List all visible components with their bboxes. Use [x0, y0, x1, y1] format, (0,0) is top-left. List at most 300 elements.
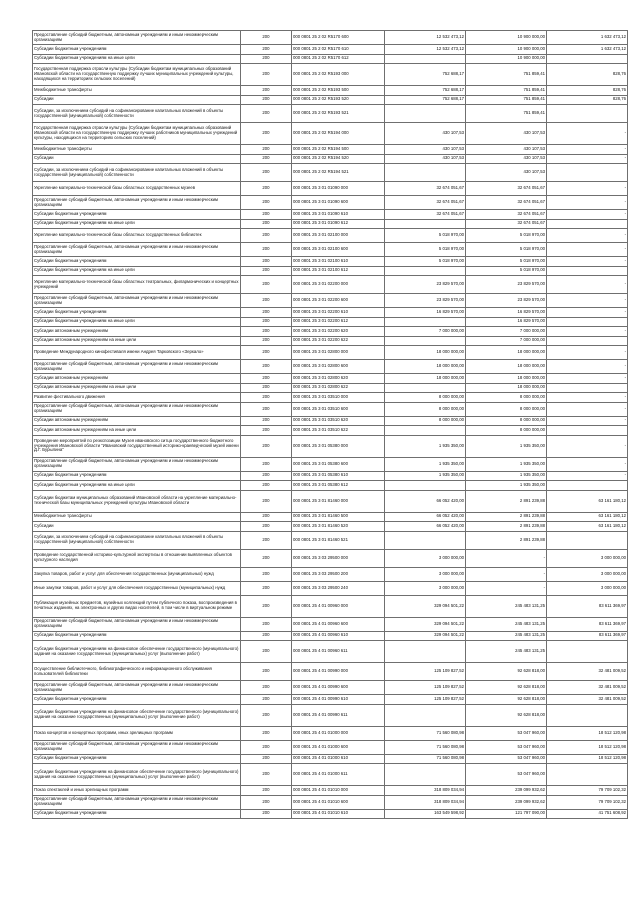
- table-row: [33, 317, 628, 327]
- budget-classification-code: 000 0801 25 4 01 00960 000: [292, 595, 385, 617]
- row-name: Субсидии бюджетным учреждениям на иные цели: [33, 266, 241, 276]
- table-row: [33, 294, 628, 308]
- executed-amount: 32 674 051,67: [466, 196, 547, 210]
- table-row: [33, 481, 628, 491]
- table-row: [33, 210, 628, 220]
- row-name: Субсидии автономным учреждениям: [33, 327, 241, 337]
- unexecuted-amount: [547, 54, 628, 64]
- table-row: [33, 360, 628, 374]
- table-row: [33, 595, 628, 617]
- budget-classification-code: 000 0801 25 2 02 R5170 612: [292, 54, 385, 64]
- budget-classification-code: 000 0801 25 3 01 02800 600: [292, 360, 385, 374]
- row-name: Субсидии бюджетным учреждениям: [33, 45, 241, 55]
- executed-amount: 92 628 818,00: [466, 704, 547, 726]
- table-row: [33, 631, 628, 641]
- approved-amount: 12 532 473,12: [385, 45, 466, 55]
- table-row: [33, 549, 628, 567]
- unexecuted-amount: 83 611 369,97: [547, 595, 628, 617]
- executed-amount: 18 000 000,00: [466, 346, 547, 360]
- approved-amount: 318 809 034,94: [385, 795, 466, 809]
- budget-classification-code: 000 0801 25 3 01 01090 600: [292, 196, 385, 210]
- executed-amount: 1 935 350,00: [466, 457, 547, 471]
- budget-classification-code: 000 0801 25 3 01 05380 000: [292, 435, 385, 457]
- approved-amount: 1 935 350,00: [385, 471, 466, 481]
- row-name: Субсидии бюджетным учреждениям: [33, 695, 241, 705]
- approved-amount: 329 094 501,22: [385, 617, 466, 631]
- budget-classification-code: 000 0801 25 3 01 02200 622: [292, 336, 385, 346]
- executed-amount: 430 107,53: [466, 164, 547, 182]
- executed-amount: 53 047 960,00: [466, 754, 547, 764]
- unexecuted-amount: 79 709 102,32: [547, 786, 628, 796]
- table-row: [33, 681, 628, 695]
- table-row: [33, 512, 628, 522]
- table-row: [33, 95, 628, 105]
- admin-code: 200: [241, 786, 292, 796]
- row-name: Предоставление субсидий бюджетным, автономным учреждениям и иным некоммерческим организациям: [33, 681, 241, 695]
- unexecuted-amount: -: [547, 123, 628, 145]
- executed-amount: 5 018 970,00: [466, 229, 547, 243]
- executed-amount: 2 891 239,88: [466, 531, 547, 549]
- row-name: Субсидии бюджетным учреждениям на иные цели: [33, 54, 241, 64]
- unexecuted-amount: -: [547, 154, 628, 164]
- unexecuted-amount: -: [547, 402, 628, 416]
- unexecuted-amount: 32 481 009,52: [547, 663, 628, 681]
- admin-code: 200: [241, 512, 292, 522]
- row-name: Субсидии: [33, 154, 241, 164]
- admin-code: 200: [241, 294, 292, 308]
- admin-code: 200: [241, 54, 292, 64]
- table-row: [33, 617, 628, 631]
- unexecuted-amount: 3 000 000,00: [547, 549, 628, 567]
- table-row: [33, 726, 628, 740]
- executed-amount: 53 047 960,00: [466, 726, 547, 740]
- table-row: [33, 105, 628, 123]
- table-row: [33, 641, 628, 663]
- approved-amount: 430 107,53: [385, 145, 466, 155]
- budget-classification-code: 000 0801 25 3 01 02200 620: [292, 327, 385, 337]
- budget-classification-code: 000 0801 25 3 01 03510 600: [292, 402, 385, 416]
- admin-code: 200: [241, 681, 292, 695]
- budget-classification-code: 000 0801 25 3 01 02200 000: [292, 276, 385, 294]
- unexecuted-amount: -: [547, 374, 628, 384]
- unexecuted-amount: 32 481 009,52: [547, 695, 628, 705]
- executed-amount: 92 628 818,00: [466, 663, 547, 681]
- table-row: [33, 276, 628, 294]
- executed-amount: 751 859,41: [466, 86, 547, 96]
- unexecuted-amount: -: [547, 346, 628, 360]
- unexecuted-amount: -: [547, 145, 628, 155]
- budget-classification-code: 000 0801 25 2 02 R5194 500: [292, 145, 385, 155]
- executed-amount: 245 483 131,25: [466, 631, 547, 641]
- row-name: Развитие фестивального движения: [33, 393, 241, 403]
- unexecuted-amount: [547, 266, 628, 276]
- approved-amount: 752 688,17: [385, 86, 466, 96]
- admin-code: 200: [241, 402, 292, 416]
- budget-classification-code: 000 0801 25 4 01 00960 610: [292, 631, 385, 641]
- budget-classification-code: 000 0801 25 3 01 81460 520: [292, 522, 385, 532]
- table-row: [33, 229, 628, 243]
- approved-amount: 23 829 570,00: [385, 276, 466, 294]
- budget-classification-code: 000 0801 25 3 01 02100 000: [292, 229, 385, 243]
- executed-amount: 53 047 960,00: [466, 764, 547, 786]
- budget-classification-code: 000 0801 25 4 01 01000 611: [292, 764, 385, 786]
- table-row: [33, 490, 628, 512]
- row-name: Субсидии бюджетным учреждениям: [33, 210, 241, 220]
- admin-code: 200: [241, 257, 292, 267]
- budget-classification-code: 000 0801 25 3 01 03510 000: [292, 393, 385, 403]
- unexecuted-amount: -: [547, 435, 628, 457]
- row-name: Показ спектаклей и иных зрелищных программ: [33, 786, 241, 796]
- table-row: [33, 374, 628, 384]
- budget-classification-code: 000 0801 25 3 03 29500 240: [292, 581, 385, 595]
- table-row: [33, 346, 628, 360]
- approved-amount: 32 674 051,67: [385, 182, 466, 196]
- row-name: Субсидии бюджетным учреждениям на иные цели: [33, 219, 241, 229]
- unexecuted-amount: [547, 426, 628, 436]
- table-row: [33, 416, 628, 426]
- unexecuted-amount: 3 000 000,00: [547, 567, 628, 581]
- budget-execution-table: [32, 30, 628, 819]
- executed-amount: 2 891 239,88: [466, 522, 547, 532]
- row-name: Публикация музейных предметов, музейных коллекций путем публичного показа, воспроизведения в печатных изданиях, на электронных и других видах носителей, в том числе в виртуальном режиме: [33, 595, 241, 617]
- unexecuted-amount: 83 611 369,97: [547, 617, 628, 631]
- budget-classification-code: 000 0801 25 4 01 01000 600: [292, 740, 385, 754]
- executed-amount: 5 018 970,00: [466, 266, 547, 276]
- unexecuted-amount: [547, 317, 628, 327]
- admin-code: 200: [241, 641, 292, 663]
- approved-amount: 3 000 000,00: [385, 567, 466, 581]
- row-name: Межбюджетные трансферты: [33, 512, 241, 522]
- approved-amount: 71 560 080,98: [385, 726, 466, 740]
- budget-classification-code: 000 0801 25 3 01 02800 000: [292, 346, 385, 360]
- unexecuted-amount: 79 709 102,32: [547, 795, 628, 809]
- approved-amount: 125 109 827,52: [385, 695, 466, 705]
- unexecuted-amount: 18 512 120,98: [547, 726, 628, 740]
- executed-amount: 18 000 000,00: [466, 383, 547, 393]
- table-row: [33, 426, 628, 436]
- approved-amount: 5 018 970,00: [385, 257, 466, 267]
- budget-classification-code: 000 0801 25 4 01 00960 600: [292, 617, 385, 631]
- budget-classification-code: 000 0801 25 3 01 05380 612: [292, 481, 385, 491]
- row-name: Предоставление субсидий бюджетным, автономным учреждениям и иным некоммерческим организациям: [33, 457, 241, 471]
- executed-amount: 751 859,41: [466, 105, 547, 123]
- approved-amount: 71 560 080,98: [385, 740, 466, 754]
- admin-code: 200: [241, 531, 292, 549]
- unexecuted-amount: 18 512 120,98: [547, 740, 628, 754]
- unexecuted-amount: 63 161 180,12: [547, 490, 628, 512]
- executed-amount: -: [466, 549, 547, 567]
- row-name: Субсидии автономным учреждениям: [33, 374, 241, 384]
- budget-classification-code: 000 0801 25 2 02 R5170 600: [292, 31, 385, 45]
- admin-code: 200: [241, 704, 292, 726]
- row-name: Укрепление материально-технической базы областных государственных библиотек: [33, 229, 241, 243]
- unexecuted-amount: [547, 383, 628, 393]
- unexecuted-amount: [547, 336, 628, 346]
- executed-amount: 10 900 000,00: [466, 31, 547, 45]
- approved-amount: [385, 105, 466, 123]
- table-row: [33, 383, 628, 393]
- executed-amount: 430 107,53: [466, 145, 547, 155]
- executed-amount: 18 000 000,00: [466, 360, 547, 374]
- approved-amount: 1 935 350,00: [385, 435, 466, 457]
- executed-amount: 10 900 000,00: [466, 54, 547, 64]
- table-row: [33, 182, 628, 196]
- admin-code: 200: [241, 726, 292, 740]
- executed-amount: 32 674 051,67: [466, 182, 547, 196]
- approved-amount: 12 532 473,12: [385, 31, 466, 45]
- table-row: [33, 266, 628, 276]
- budget-classification-code: 000 0801 25 4 01 00990 610: [292, 695, 385, 705]
- unexecuted-amount: [547, 704, 628, 726]
- row-name: Закупка товаров, работ и услуг для обеспечения государственных (муниципальных) нужд: [33, 567, 241, 581]
- row-name: Предоставление субсидий бюджетным, автономным учреждениям и иным некоммерческим организациям: [33, 243, 241, 257]
- table-row: [33, 336, 628, 346]
- row-name: Проведение Международного кинофестиваля имени Андрея Тарковского «Зеркало»: [33, 346, 241, 360]
- approved-amount: [385, 641, 466, 663]
- unexecuted-amount: 828,76: [547, 86, 628, 96]
- approved-amount: 23 829 570,00: [385, 294, 466, 308]
- approved-amount: [385, 481, 466, 491]
- executed-amount: 23 829 570,00: [466, 276, 547, 294]
- budget-classification-code: 000 0801 25 3 01 81460 521: [292, 531, 385, 549]
- admin-code: 200: [241, 457, 292, 471]
- unexecuted-amount: [547, 641, 628, 663]
- row-name: Субсидии, за исключением субсидий на софинансирование капитальных вложений в объекты государственной (муниципальной) собственности: [33, 105, 241, 123]
- unexecuted-amount: -: [547, 360, 628, 374]
- row-name: Субсидии бюджетным учреждениям на финансовое обеспечение государственного (муниципального) задания на оказание государственных (муниципальных) услуг (выполнение работ): [33, 764, 241, 786]
- row-name: Осуществление библиотечного, библиографического и информационного обслуживания пользователей библиотеки: [33, 663, 241, 681]
- budget-classification-code: 000 0801 25 3 01 02800 620: [292, 374, 385, 384]
- unexecuted-amount: 18 512 120,98: [547, 754, 628, 764]
- approved-amount: [385, 317, 466, 327]
- table-row: [33, 754, 628, 764]
- budget-classification-code: 000 0801 25 3 01 02200 600: [292, 294, 385, 308]
- admin-code: 200: [241, 164, 292, 182]
- approved-amount: 163 549 598,92: [385, 809, 466, 819]
- executed-amount: 2 891 239,88: [466, 512, 547, 522]
- row-name: Субсидии: [33, 522, 241, 532]
- unexecuted-amount: 1 632 473,12: [547, 45, 628, 55]
- unexecuted-amount: -: [547, 196, 628, 210]
- table-row: [33, 740, 628, 754]
- executed-amount: 53 047 960,00: [466, 740, 547, 754]
- admin-code: 200: [241, 123, 292, 145]
- admin-code: 200: [241, 764, 292, 786]
- table-row: [33, 308, 628, 318]
- budget-classification-code: 000 0801 25 3 01 02200 610: [292, 308, 385, 318]
- admin-code: 200: [241, 145, 292, 155]
- unexecuted-amount: -: [547, 276, 628, 294]
- approved-amount: [385, 426, 466, 436]
- budget-classification-code: 000 0801 25 3 01 01090 000: [292, 182, 385, 196]
- approved-amount: 8 000 000,00: [385, 393, 466, 403]
- approved-amount: [385, 336, 466, 346]
- approved-amount: 430 107,53: [385, 123, 466, 145]
- executed-amount: -: [466, 567, 547, 581]
- unexecuted-amount: 828,76: [547, 95, 628, 105]
- executed-amount: 245 483 131,25: [466, 617, 547, 631]
- admin-code: 200: [241, 695, 292, 705]
- unexecuted-amount: -: [547, 257, 628, 267]
- unexecuted-amount: [547, 164, 628, 182]
- table-row: [33, 196, 628, 210]
- admin-code: 200: [241, 581, 292, 595]
- executed-amount: 92 628 818,00: [466, 681, 547, 695]
- row-name: Государственная поддержка отрасли культуры (Субсидии бюджетам муниципальных образований Ивановской области на государственную поддержку лучших муниципальных учреждений культуры, находящихся на территориях сельских поселений): [33, 64, 241, 86]
- budget-classification-code: 000 0801 25 4 01 00990 611: [292, 704, 385, 726]
- row-name: Предоставление субсидий бюджетным, автономным учреждениям и иным некоммерческим организациям: [33, 31, 241, 45]
- admin-code: 200: [241, 795, 292, 809]
- budget-classification-code: 000 0801 25 3 03 29500 000: [292, 549, 385, 567]
- executed-amount: 1 935 350,00: [466, 435, 547, 457]
- row-name: Субсидии бюджетным учреждениям: [33, 471, 241, 481]
- table-row: [33, 704, 628, 726]
- admin-code: 200: [241, 490, 292, 512]
- row-name: Субсидии: [33, 95, 241, 105]
- unexecuted-amount: -: [547, 327, 628, 337]
- executed-amount: 8 000 000,00: [466, 416, 547, 426]
- unexecuted-amount: 32 481 009,52: [547, 681, 628, 695]
- approved-amount: 32 674 051,67: [385, 196, 466, 210]
- unexecuted-amount: -: [547, 182, 628, 196]
- unexecuted-amount: 3 000 000,00: [547, 581, 628, 595]
- unexecuted-amount: 41 751 608,92: [547, 809, 628, 819]
- admin-code: 200: [241, 617, 292, 631]
- approved-amount: 5 018 970,00: [385, 243, 466, 257]
- budget-classification-code: 000 0801 25 3 01 03510 622: [292, 426, 385, 436]
- row-name: Субсидии, за исключением субсидий на софинансирование капитальных вложений в объекты государственной (муниципальной) собственности: [33, 531, 241, 549]
- table-row: [33, 86, 628, 96]
- table-row: [33, 809, 628, 819]
- unexecuted-amount: -: [547, 210, 628, 220]
- row-name: Субсидии автономным учреждениям на иные цели: [33, 426, 241, 436]
- table-row: [33, 243, 628, 257]
- row-name: Предоставление субсидий бюджетным, автономным учреждениям и иным некоммерческим организациям: [33, 360, 241, 374]
- unexecuted-amount: [547, 105, 628, 123]
- admin-code: 200: [241, 308, 292, 318]
- executed-amount: 18 000 000,00: [466, 374, 547, 384]
- admin-code: 200: [241, 229, 292, 243]
- row-name: Государственная поддержка отрасли культуры (Субсидии бюджетам муниципальных образований Ивановской области на государственную поддержку лучших работников муниципальных учреждений культуры, находящихся на территориях сельских поселений): [33, 123, 241, 145]
- admin-code: 200: [241, 266, 292, 276]
- admin-code: 200: [241, 471, 292, 481]
- table-row: [33, 764, 628, 786]
- executed-amount: 430 107,53: [466, 123, 547, 145]
- admin-code: 200: [241, 360, 292, 374]
- table-row: [33, 457, 628, 471]
- table-row: [33, 567, 628, 581]
- table-row: [33, 435, 628, 457]
- admin-code: 200: [241, 45, 292, 55]
- executed-amount: 7 000 000,00: [466, 327, 547, 337]
- budget-classification-code: 000 0801 25 3 01 81460 500: [292, 512, 385, 522]
- budget-classification-code: 000 0801 25 3 01 03510 620: [292, 416, 385, 426]
- budget-classification-code: 000 0801 25 4 01 01000 000: [292, 726, 385, 740]
- executed-amount: 8 000 000,00: [466, 402, 547, 416]
- executed-amount: 92 628 818,00: [466, 695, 547, 705]
- admin-code: 200: [241, 481, 292, 491]
- table-row: [33, 402, 628, 416]
- budget-classification-code: 000 0801 25 3 01 01090 612: [292, 219, 385, 229]
- admin-code: 200: [241, 631, 292, 641]
- unexecuted-amount: 828,76: [547, 64, 628, 86]
- executed-amount: 245 483 131,25: [466, 641, 547, 663]
- table-row: [33, 219, 628, 229]
- unexecuted-amount: 63 161 180,12: [547, 512, 628, 522]
- row-name: Субсидии автономным учреждениям на иные цели: [33, 336, 241, 346]
- admin-code: 200: [241, 383, 292, 393]
- table-row: [33, 663, 628, 681]
- table-row: [33, 31, 628, 45]
- admin-code: 200: [241, 243, 292, 257]
- table-row: [33, 327, 628, 337]
- executed-amount: 245 483 131,25: [466, 595, 547, 617]
- approved-amount: 752 688,17: [385, 64, 466, 86]
- unexecuted-amount: -: [547, 229, 628, 243]
- admin-code: 200: [241, 374, 292, 384]
- admin-code: 200: [241, 86, 292, 96]
- admin-code: 200: [241, 435, 292, 457]
- approved-amount: 3 000 000,00: [385, 549, 466, 567]
- approved-amount: 318 809 034,94: [385, 786, 466, 796]
- admin-code: 200: [241, 219, 292, 229]
- unexecuted-amount: [547, 764, 628, 786]
- row-name: Субсидии бюджетным учреждениям на финансовое обеспечение государственного (муниципального) задания на оказание государственных (муниципальных) услуг (выполнение работ): [33, 641, 241, 663]
- row-name: Субсидии бюджетным учреждениям на иные цели: [33, 481, 241, 491]
- budget-classification-code: 000 0801 25 4 01 00990 600: [292, 681, 385, 695]
- approved-amount: 430 107,53: [385, 154, 466, 164]
- approved-amount: 3 000 000,00: [385, 581, 466, 595]
- table-row: [33, 531, 628, 549]
- table-row: [33, 154, 628, 164]
- approved-amount: [385, 704, 466, 726]
- table-row: [33, 795, 628, 809]
- budget-classification-code: 000 0801 25 4 01 01000 610: [292, 754, 385, 764]
- row-name: Субсидии бюджетным учреждениям: [33, 754, 241, 764]
- admin-code: 200: [241, 663, 292, 681]
- budget-classification-code: 000 0801 25 2 02 R5193 520: [292, 95, 385, 105]
- approved-amount: 329 094 501,22: [385, 631, 466, 641]
- row-name: Межбюджетные трансферты: [33, 86, 241, 96]
- admin-code: 200: [241, 105, 292, 123]
- admin-code: 200: [241, 416, 292, 426]
- admin-code: 200: [241, 182, 292, 196]
- approved-amount: 5 018 970,00: [385, 229, 466, 243]
- budget-classification-code: 000 0801 25 3 01 02200 612: [292, 317, 385, 327]
- executed-amount: 8 000 000,00: [466, 426, 547, 436]
- table-row: [33, 54, 628, 64]
- admin-code: 200: [241, 31, 292, 45]
- admin-code: 200: [241, 327, 292, 337]
- budget-classification-code: 000 0801 25 4 01 01010 600: [292, 795, 385, 809]
- budget-classification-code: 000 0801 25 2 02 R5194 521: [292, 164, 385, 182]
- budget-classification-code: 000 0801 25 2 02 R5193 500: [292, 86, 385, 96]
- approved-amount: 71 560 080,98: [385, 754, 466, 764]
- admin-code: 200: [241, 346, 292, 360]
- unexecuted-amount: -: [547, 457, 628, 471]
- budget-classification-code: 000 0801 25 2 02 R5194 520: [292, 154, 385, 164]
- budget-classification-code: 000 0801 25 4 01 00990 000: [292, 663, 385, 681]
- admin-code: 200: [241, 317, 292, 327]
- row-name: Укрепление материально-технической базы областных государственных музеев: [33, 182, 241, 196]
- admin-code: 200: [241, 196, 292, 210]
- executed-amount: 1 935 350,00: [466, 481, 547, 491]
- budget-classification-code: 000 0801 25 3 01 02800 622: [292, 383, 385, 393]
- unexecuted-amount: 63 161 180,12: [547, 522, 628, 532]
- table-body: [33, 31, 628, 819]
- admin-code: 200: [241, 809, 292, 819]
- approved-amount: 1 935 350,00: [385, 457, 466, 471]
